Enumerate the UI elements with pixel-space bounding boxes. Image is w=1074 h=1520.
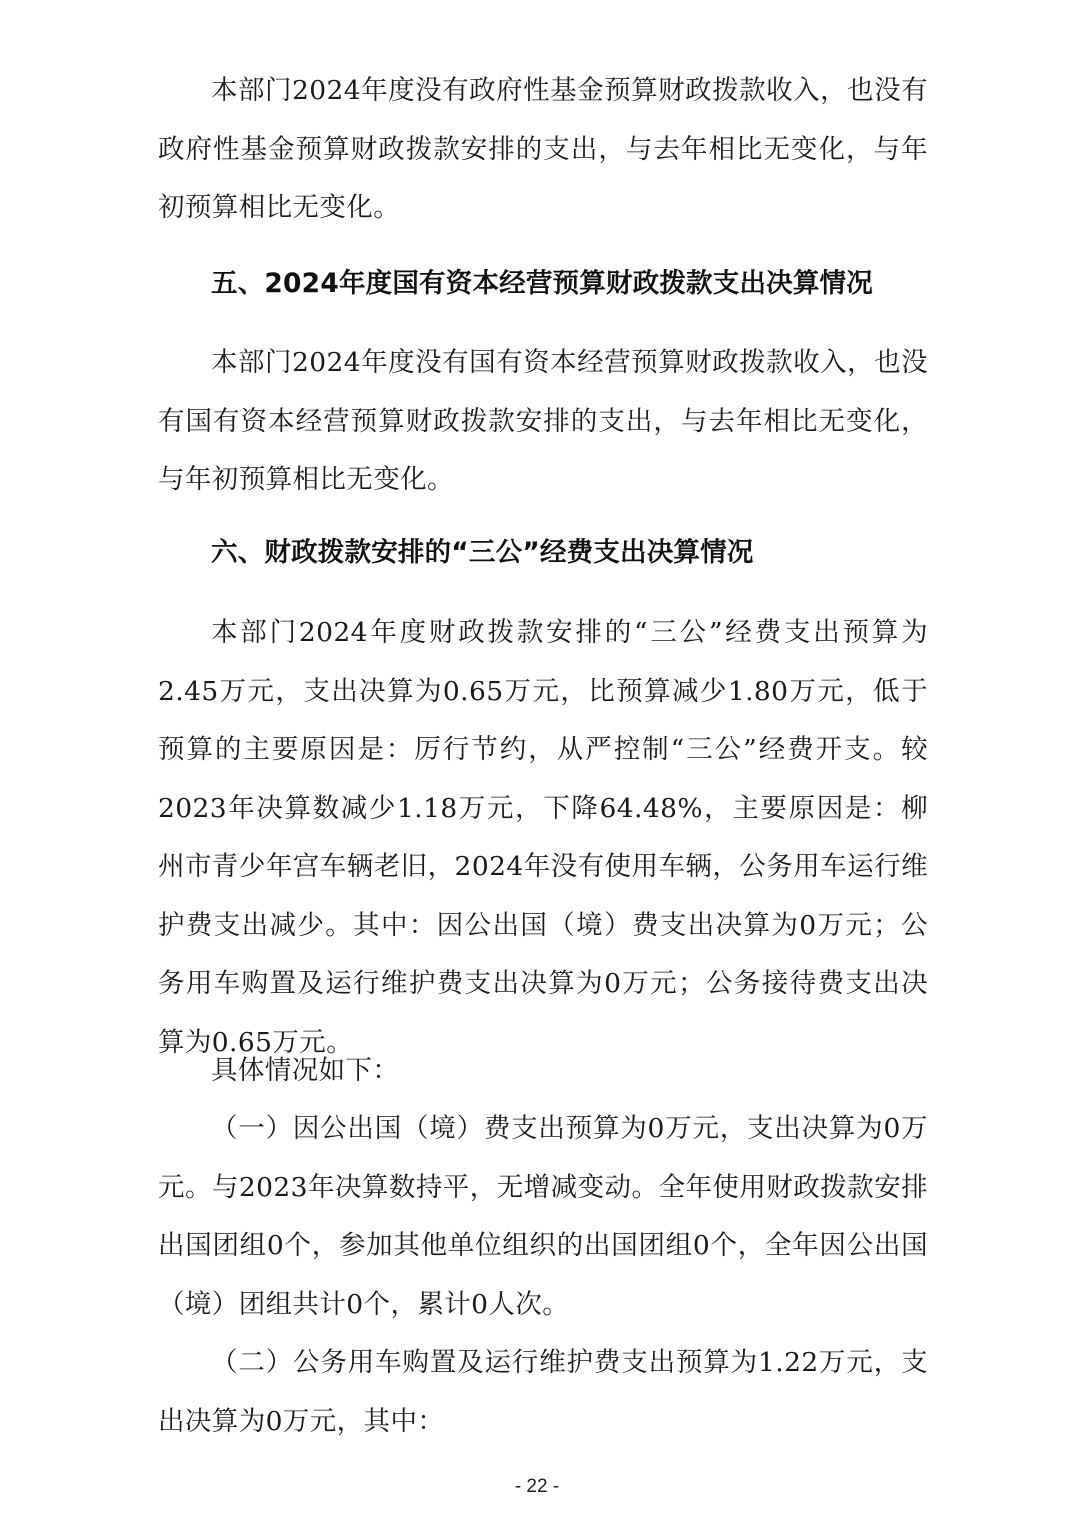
paragraph-three-public-expenses: 本部门2024年度财政拨款安排的“三公”经费支出预算为2.45万元，支出决算为0.65万元，比预算减少1.80万元，低于预算的主要原因是：厉行节约，从严控制“三公”经费开支。较2023年决算数减少1.18万元，下降64.48%，主要原因是：柳州市青少年宫车辆老旧，2024年没有使用车辆，公务用车运行维护费支出减少。其中：因公出国（境）费支出决算为0万元；公务用车购置及运行维护费支出决算为0万元；公务接待费支出决算为0.65万元。 xyxy=(158,617,928,1058)
section-heading-three-public-expenses: 六、财政拨款安排的“三公”经费支出决算情况 xyxy=(211,537,754,568)
paragraph-details-intro: 具体情况如下： xyxy=(211,1055,400,1086)
paragraph-official-vehicles: （二）公务用车购置及运行维护费支出预算为1.22万元，支出决算为0万元，其中： xyxy=(158,1347,928,1437)
paragraph-government-fund: 本部门2024年度没有政府性基金预算财政拨款收入，也没有政府性基金预算财政拨款安排的支出，与去年相比无变化，与年初预算相比无变化。 xyxy=(158,75,928,223)
paragraph-state-capital: 本部门2024年度没有国有资本经营预算财政拨款收入，也没有国有资本经营预算财政拨款安排的支出，与去年相比无变化，与年初预算相比无变化。 xyxy=(158,347,928,495)
page-number: - 22 - xyxy=(514,1476,560,1497)
paragraph-overseas-travel: （一）因公出国（境）费支出预算为0万元，支出决算为0万元。与2023年决算数持平，无增减变动。全年使用财政拨款安排出国团组0个，参加其他单位组织的出国团组0个，全年因公出国（境）团组共计0个，累计0人次。 xyxy=(158,1113,928,1320)
section-heading-state-capital: 五、2024年度国有资本经营预算财政拨款支出决算情况 xyxy=(211,268,873,299)
